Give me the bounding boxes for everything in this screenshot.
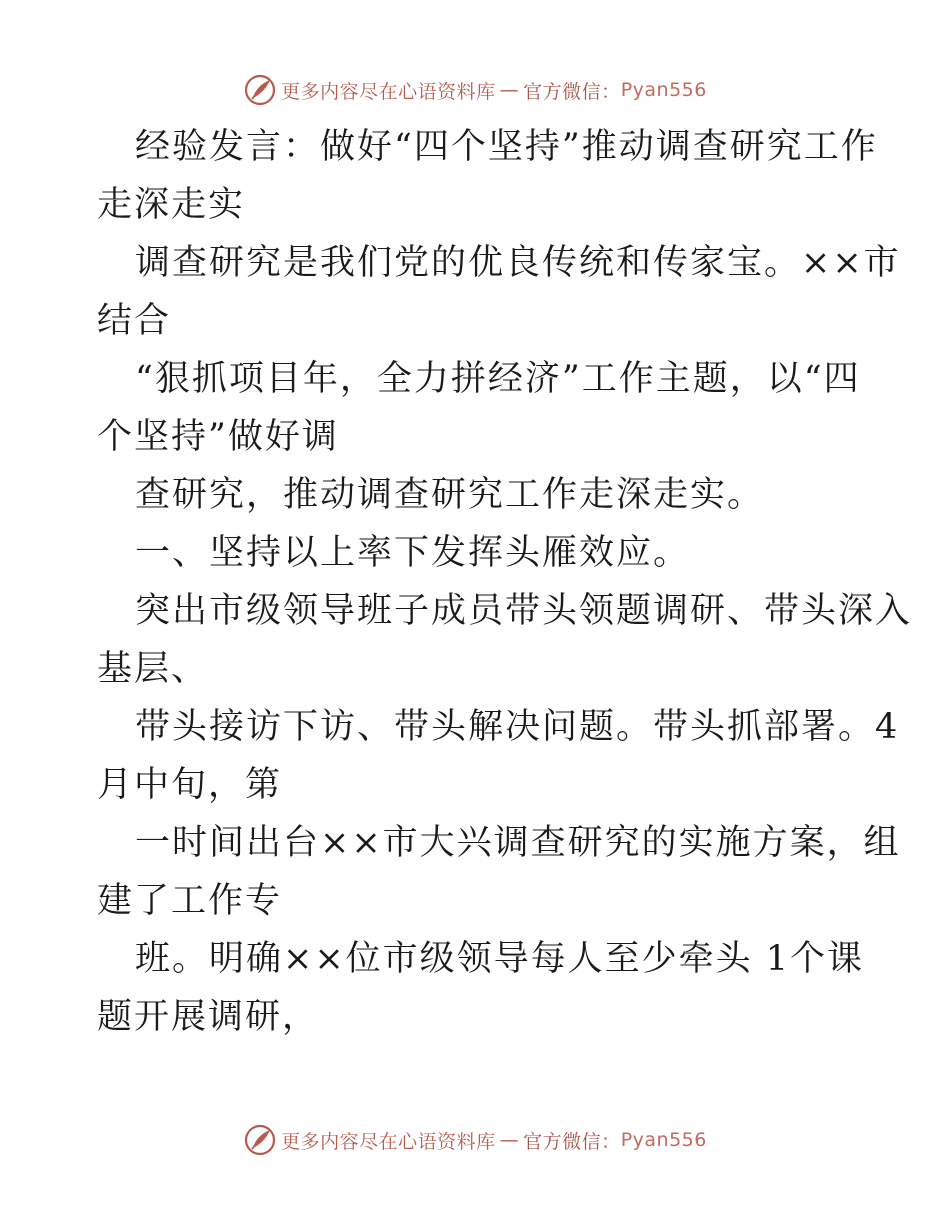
banner-separator: — <box>499 79 520 101</box>
wechat-label: 官方微信： <box>523 80 621 103</box>
body-line: 基层、 <box>97 649 209 689</box>
section-heading: 一、坚持以上率下发挥头雁效应。 <box>135 533 691 573</box>
banner-text: 更多内容尽在心语资料库 <box>281 1130 496 1153</box>
body-line: 带头接访下访、带头解决问题。带头抓部署。4 <box>135 707 900 747</box>
body-line: 查研究，推动调查研究工作走深走实。 <box>135 475 765 515</box>
wechat-id: Pyan556 <box>620 79 707 101</box>
banner-separator: — <box>499 1129 520 1151</box>
feather-logo-icon <box>243 73 277 107</box>
body-line: 个坚持”做好调 <box>97 417 339 457</box>
body-line: 调查研究是我们党的优良传统和传家宝。××市 <box>135 243 901 283</box>
body-line: 班。明确××位市级领导每人至少牵头 1个课 <box>135 939 865 979</box>
body-line: 走深走实 <box>97 185 246 225</box>
body-line: 建了工作专 <box>97 881 283 921</box>
body-line: 突出市级领导班子成员带头领题调研、带头深入 <box>135 591 913 631</box>
body-line: 结合 <box>97 301 172 341</box>
body-line: “狠抓项目年，全力拼经济”工作主题，以“四 <box>135 359 861 399</box>
header-banner <box>0 70 950 110</box>
body-line: 月中旬，第 <box>97 765 283 805</box>
wechat-label: 官方微信： <box>523 1130 621 1153</box>
feather-logo-icon <box>243 1123 277 1157</box>
banner-text: 更多内容尽在心语资料库 <box>281 80 496 103</box>
wechat-id: Pyan556 <box>620 1129 707 1151</box>
document-body <box>97 118 913 1046</box>
body-line: 经验发言：做好“四个坚持”推动调查研究工作 <box>135 127 878 167</box>
footer-banner <box>0 1120 950 1160</box>
body-line: 一时间出台××市大兴调查研究的实施方案，组 <box>135 823 901 863</box>
body-line: 题开展调研， <box>97 997 320 1037</box>
